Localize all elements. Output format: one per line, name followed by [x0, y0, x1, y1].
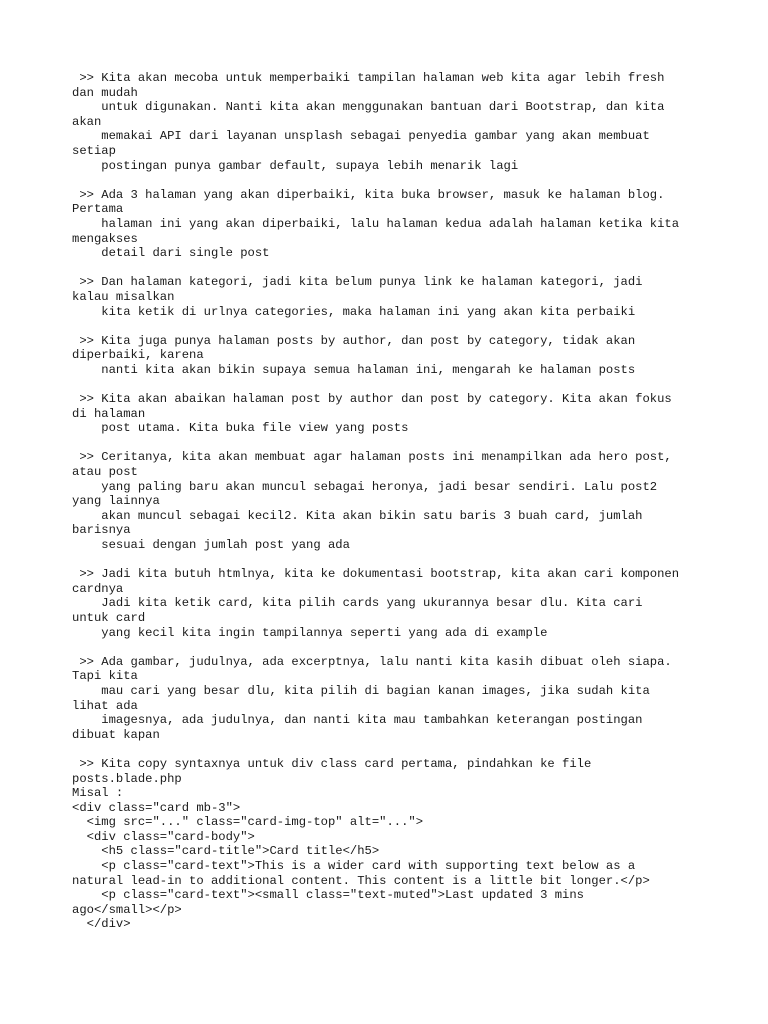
text-line: setiap — [72, 143, 116, 158]
text-line: ago</small></p> — [72, 902, 182, 917]
text-line: lihat ada — [72, 698, 138, 713]
text-line: atau post — [72, 465, 138, 480]
text-line: Tapi kita — [72, 669, 138, 684]
text-line: Jadi kita ketik card, kita pilih cards yang ukurannya besar dlu. Kita cari — [72, 596, 643, 611]
text-line: memakai API dari layanan unsplash sebagai penyedia gambar yang akan membuat — [72, 129, 650, 144]
paragraph-gap — [72, 640, 712, 655]
text-line: halaman ini yang akan diperbaiki, lalu halaman kedua adalah halaman ketika kita — [72, 216, 680, 231]
text-line: barisnya — [72, 523, 131, 538]
text-line: postingan punya gambar default, supaya lebih menarik lagi — [72, 158, 519, 173]
text-line: <div class="card mb-3"> — [72, 800, 241, 815]
text-line: detail dari single post — [72, 246, 270, 261]
text-line: dan mudah — [72, 85, 138, 100]
text-line: <h5 class="card-title">Card title</h5> — [72, 844, 380, 859]
text-line: posts.blade.php — [72, 771, 182, 786]
text-line: >> Kita copy syntaxnya untuk div class card pertama, pindahkan ke file — [72, 756, 592, 771]
text-line: di halaman — [72, 406, 146, 421]
text-line: Pertama — [72, 202, 124, 217]
text-line: >> Jadi kita butuh htmlnya, kita ke dokumentasi bootstrap, kita akan cari komponen — [72, 567, 680, 582]
paragraph-gap — [72, 173, 712, 188]
text-line: dibuat kapan — [72, 727, 160, 742]
text-line: imagesnya, ada judulnya, dan nanti kita mau tambahkan keterangan postingan — [72, 713, 643, 728]
paragraph-gap — [72, 436, 712, 451]
text-line: <img src="..." class="card-img-top" alt="..."> — [72, 815, 424, 830]
text-line: yang lainnya — [72, 494, 160, 509]
text-line: kalau misalkan — [72, 289, 175, 304]
text-line: kita ketik di urlnya categories, maka halaman ini yang akan kita perbaiki — [72, 304, 636, 319]
text-line: >> Ada gambar, judulnya, ada excerptnya, lalu nanti kita kasih dibuat oleh siapa. — [72, 654, 672, 669]
text-line: sesuai dengan jumlah post yang ada — [72, 538, 350, 552]
text-line: >> Kita juga punya halaman posts by author, dan post by category, tidak akan — [72, 333, 636, 348]
paragraph-gap — [72, 553, 712, 568]
text-line: cardnya — [72, 581, 124, 596]
text-line: post utama. Kita buka file view yang posts — [72, 421, 409, 436]
text-line: akan muncul sebagai kecil2. Kita akan bikin satu baris 3 buah card, jumlah — [72, 508, 643, 523]
text-line: <p class="card-text"><small class="text-muted">Last updated 3 mins — [72, 888, 584, 903]
text-line: yang kecil kita ingin tampilannya seperti yang ada di example — [72, 625, 548, 640]
text-line: nanti kita akan bikin supaya semua halaman ini, mengarah ke halaman posts — [72, 362, 636, 377]
text-line: <div class="card-body"> — [72, 829, 255, 844]
text-line: mengakses — [72, 231, 138, 246]
text-line: yang paling baru akan muncul sebagai heronya, jadi besar sendiri. Lalu post2 — [72, 479, 658, 494]
text-line: untuk digunakan. Nanti kita akan menggunakan bantuan dari Bootstrap, dan kita — [72, 100, 665, 115]
text-line: natural lead-in to additional content. This content is a little bit longer.</p> — [72, 873, 650, 888]
text-line: >> Kita akan mecoba untuk memperbaiki tampilan halaman web kita agar lebih fresh — [72, 71, 665, 85]
text-line: >> Ceritanya, kita akan membuat agar halaman posts ini menampilkan ada hero post, — [72, 450, 672, 465]
text-line: Misal : — [72, 786, 124, 801]
text-line: akan — [72, 114, 102, 129]
paragraph-gap — [72, 319, 712, 334]
paragraph-gap — [72, 377, 712, 392]
text-line: >> Kita akan abaikan halaman post by author dan post by category. Kita akan fokus — [72, 392, 672, 407]
text-line: <p class="card-text">This is a wider card with supporting text below as a — [72, 859, 636, 874]
text-line: </div> — [72, 917, 131, 932]
text-line: >> Dan halaman kategori, jadi kita belum punya link ke halaman kategori, jadi — [72, 275, 643, 290]
paragraph-gap — [72, 742, 712, 757]
paragraph-gap — [72, 261, 712, 276]
text-line: >> Ada 3 halaman yang akan diperbaiki, kita buka browser, masuk ke halaman blog. — [72, 187, 665, 202]
text-line: untuk card — [72, 610, 146, 625]
text-line: mau cari yang besar dlu, kita pilih di bagian kanan images, jika sudah kita — [72, 683, 650, 698]
text-line: diperbaiki, karena — [72, 348, 204, 363]
document-body — [72, 71, 712, 932]
